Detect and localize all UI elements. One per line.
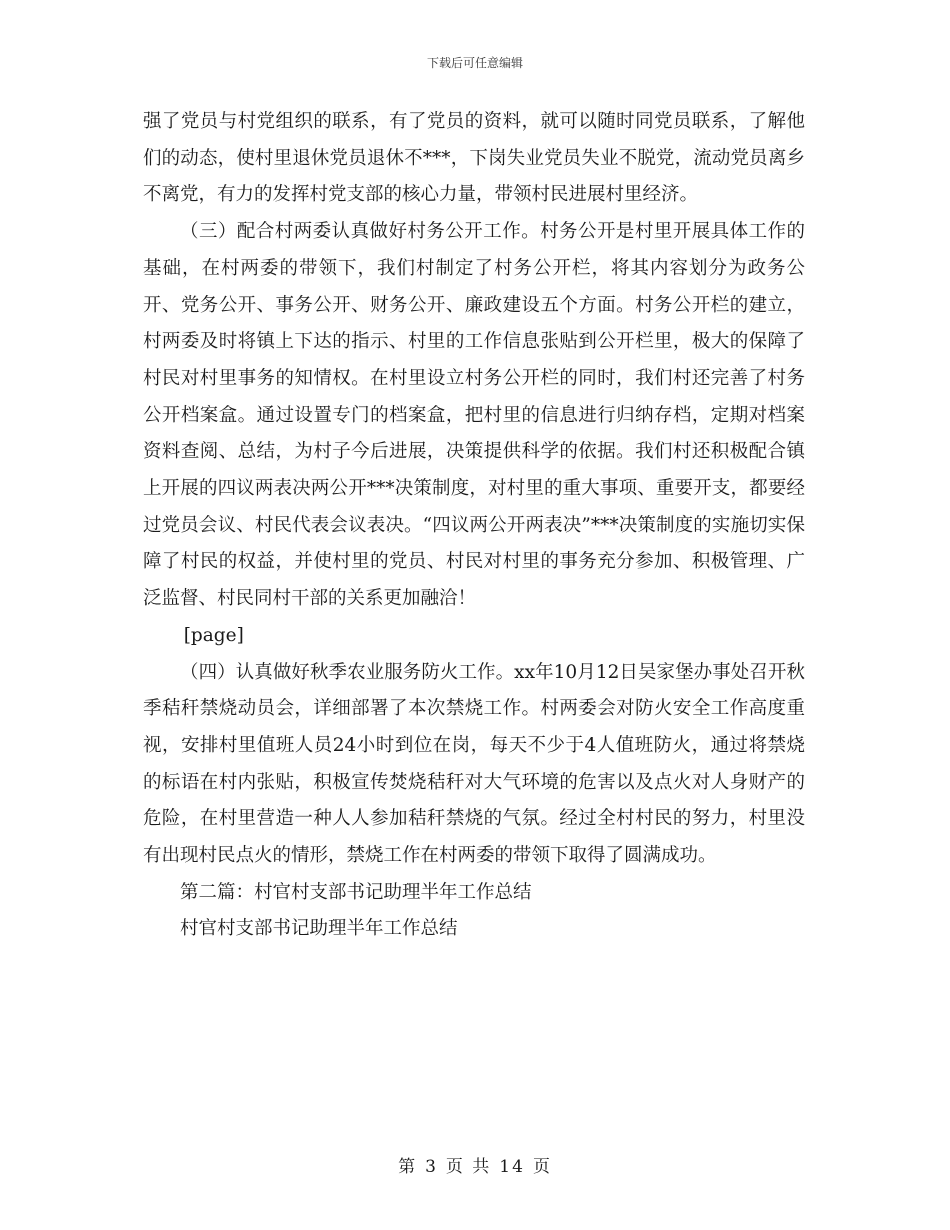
section-heading: 第二篇：村官村支部书记助理半年工作总结 bbox=[180, 881, 532, 903]
document-title: 村官村支部书记助理半年工作总结 bbox=[180, 918, 458, 940]
footer-label-end: 页 bbox=[532, 1157, 552, 1177]
page-break-tag: [page] bbox=[183, 624, 244, 646]
page-footer bbox=[0, 1152, 950, 1177]
footer-current-page: 3 bbox=[425, 1157, 438, 1177]
footer-label-page: 第 bbox=[398, 1157, 418, 1177]
document-body bbox=[143, 104, 805, 948]
paragraph-3: （四）认真做好秋季农业服务防火工作。xx年10月12日吴家堡办事处召开秋季秸秆禁烧动员会，详细部署了本次禁烧工作。村两委会对防火安全工作高度重视，安排村里值班人员24小时到位在岗，每天不少于4人值班防火，通过将禁烧的标语在村内张贴，积极宣传焚烧秸秆对大气环境的危害以及点火对人身财产的危险，在村里营造一种人人参加秸秆禁烧的气氛。经过全村村民的努力，村里没有出现村民点火的情形，禁烧工作在村两委的带领下取得了圆满成功。 bbox=[143, 661, 805, 867]
paragraph-2: （三）配合村两委认真做好村务公开工作。村务公开是村里开展具体工作的基础，在村两委的带领下，我们村制定了村务公开栏，将其内容划分为政务公开、党务公开、事务公开、财务公开、廉政建设五个方面。村务公开栏的建立，村两委及时将镇上下达的指示、村里的工作信息张贴到公开栏里，极大的保障了村民对村里事务的知情权。在村里设立村务公开栏的同时，我们村还完善了村务公开档案盒。通过设置专门的档案盒，把村里的信息进行归纳存档，定期对档案资料查阅、总结，为村子今后进展，决策提供科学的依据。我们村还积极配合镇上开展的四议两表决两公开***决策制度，对村里的重大事项、重要开支，都要经过党员会议、村民代表会议表决。“四议两公开两表决”***决策制度的实施切实保障了村民的权益，并使村里的党员、村民对村里的事务充分参加、积极管理、广泛监督、村民同村干部的关系更加融洽！ bbox=[143, 221, 805, 610]
footer-total-pages: 14 bbox=[499, 1157, 525, 1177]
paragraph-1: 强了党员与村党组织的联系，有了党员的资料，就可以随时同党员联系，了解他们的动态，使村里退休党员退休不***，下岗失业党员失业不脱党，流动党员离乡不离党，有力的发挥村党支部的核心力量，带领村民进展村里经济。 bbox=[143, 111, 805, 206]
page-header: 下载后可任意编辑 bbox=[426, 56, 523, 70]
footer-label-of: 页 共 bbox=[445, 1157, 492, 1177]
